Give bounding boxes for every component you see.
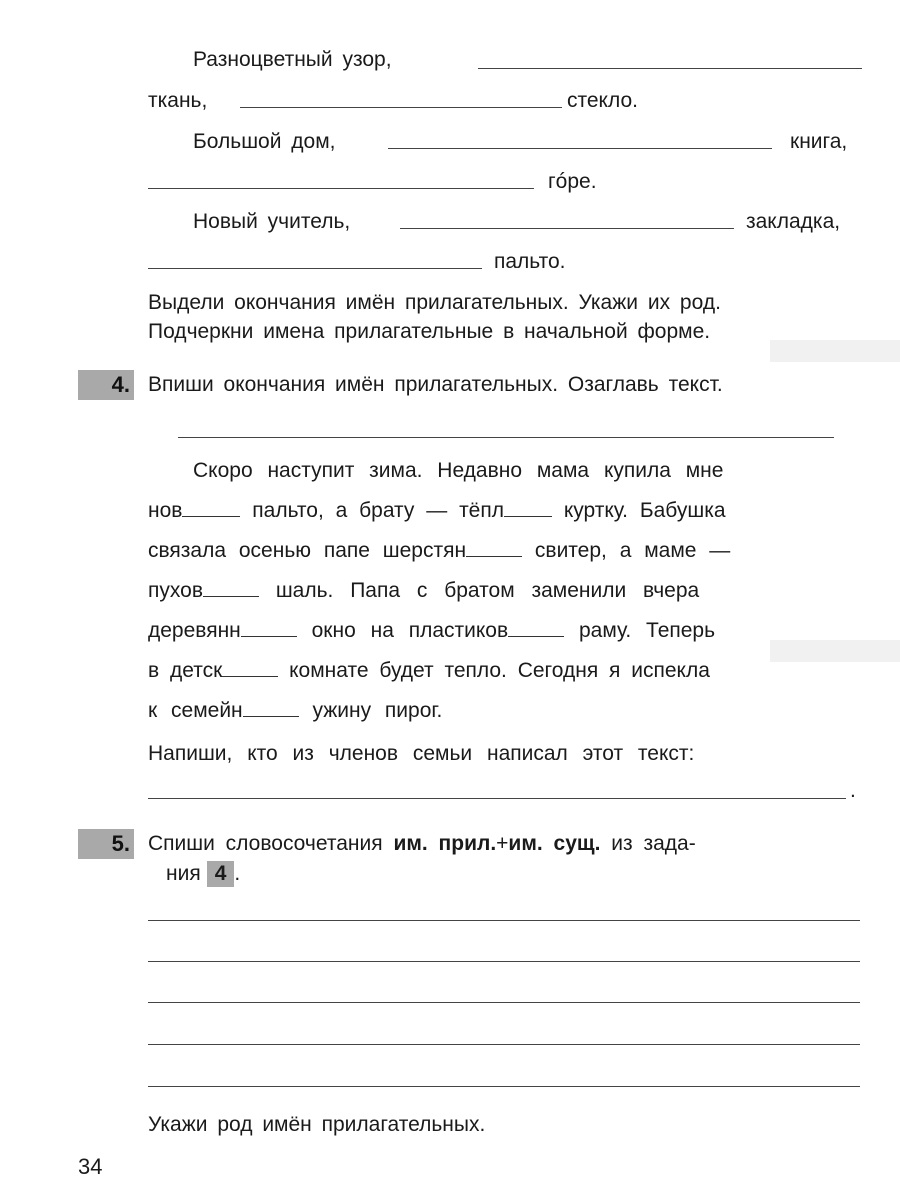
- text-line: к семейн ужину пирог.: [148, 699, 443, 722]
- ending-blank[interactable]: [222, 675, 278, 677]
- instruction: Подчеркни имена прилагательные в начальной форме.: [148, 320, 711, 343]
- text-line: нов пальто, а брату — тёпл куртку. Бабушка: [148, 499, 726, 522]
- answer-blank[interactable]: [148, 798, 846, 799]
- answer-blank[interactable]: [478, 68, 862, 69]
- row-raznocvetny: Разноцветный узор,: [193, 48, 392, 71]
- task-prompt: Спиши словосочетания им. прил.+им. сущ. из зада-: [148, 832, 696, 855]
- bleed-through-band: [770, 340, 900, 362]
- text-line: в детск комнате будет тепло. Сегодня я испекла: [148, 659, 710, 682]
- question-period: .: [850, 779, 856, 802]
- answer-blank[interactable]: [400, 228, 734, 229]
- ending-blank[interactable]: [241, 635, 297, 637]
- bleed-through-band: [770, 640, 900, 662]
- row-steklo: стекло.: [567, 89, 638, 112]
- writing-line[interactable]: [148, 1086, 860, 1087]
- writing-line[interactable]: [148, 1044, 860, 1045]
- ending-blank[interactable]: [203, 595, 259, 597]
- final-instruction: Укажи род имён прилагательных.: [148, 1113, 486, 1136]
- ending-blank[interactable]: [243, 715, 299, 717]
- row-zakladka: закладка,: [746, 210, 841, 233]
- page-number: 34: [78, 1154, 103, 1179]
- writing-line[interactable]: [148, 1002, 860, 1003]
- ending-blank[interactable]: [182, 515, 240, 517]
- answer-blank[interactable]: [148, 268, 482, 269]
- task-prompt: Впиши окончания имён прилагательных. Озаглавь текст.: [148, 373, 723, 396]
- text-line: связала осенью папе шерстян свитер, а маме —: [148, 539, 731, 562]
- answer-blank[interactable]: [240, 107, 562, 108]
- task-reference-badge: 4: [207, 861, 235, 887]
- writing-line[interactable]: [148, 961, 860, 962]
- instruction: Выдели окончания имён прилагательных. Укажи их род.: [148, 291, 721, 314]
- text-line: Скоро наступит зима. Недавно мама купила мне: [193, 459, 724, 482]
- row-palto: пальто.: [494, 250, 566, 273]
- writing-line[interactable]: [148, 920, 860, 921]
- row-gore: гóре.: [548, 170, 597, 193]
- title-blank[interactable]: [178, 437, 834, 438]
- row-novy-uchitel: Новый учитель,: [193, 210, 351, 233]
- ending-blank[interactable]: [466, 555, 522, 557]
- row-tkan: ткань,: [148, 89, 208, 112]
- row-kniga: книга,: [790, 130, 848, 153]
- text-line: деревянн окно на пластиков раму. Теперь: [148, 619, 716, 642]
- text-line: пухов шаль. Папа с братом заменили вчера: [148, 579, 700, 602]
- ending-blank[interactable]: [504, 515, 552, 517]
- row-bolshoy-dom: Большой дом,: [193, 130, 336, 153]
- question: Напиши, кто из членов семьи написал этот текст:: [148, 742, 695, 765]
- task-number-badge: 4.: [78, 370, 134, 400]
- answer-blank[interactable]: [148, 188, 534, 189]
- task-prompt: ния 4 .: [166, 862, 241, 885]
- ending-blank[interactable]: [508, 635, 564, 637]
- answer-blank[interactable]: [388, 148, 772, 149]
- task-number-badge: 5.: [78, 829, 134, 859]
